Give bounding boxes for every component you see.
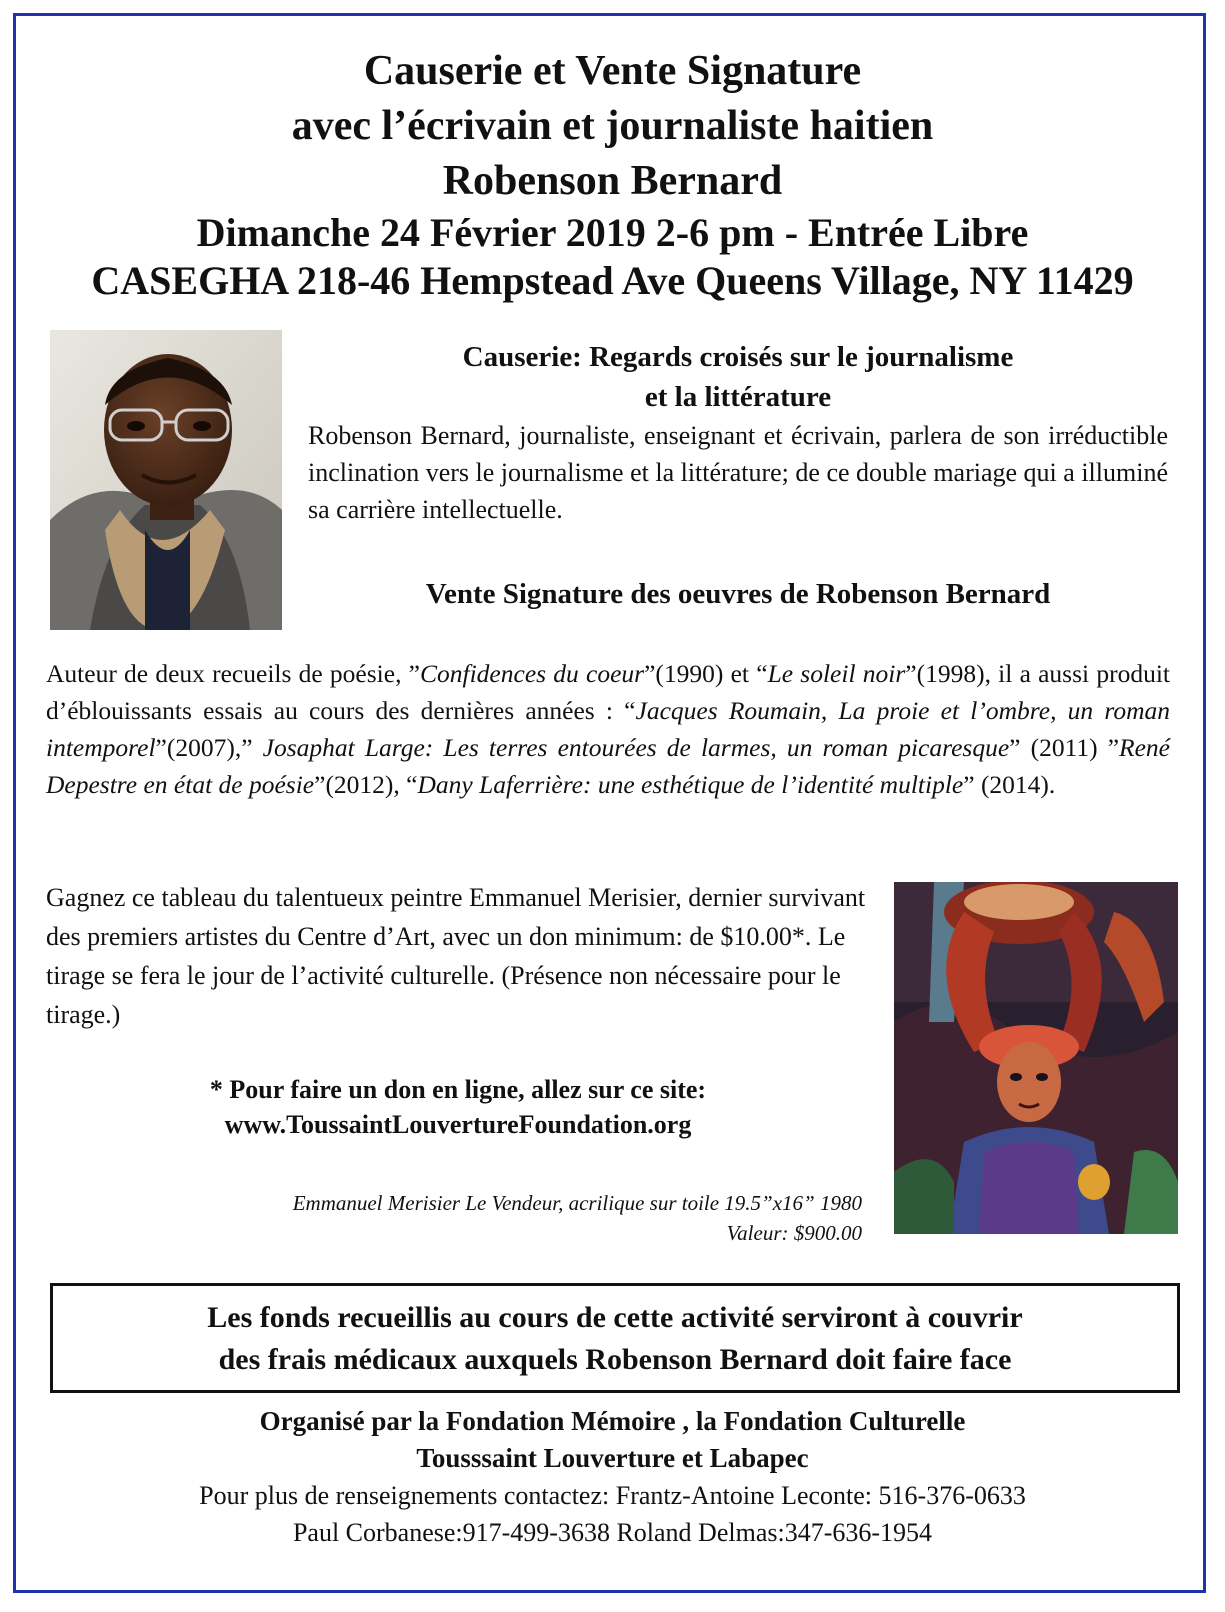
- event-date: Dimanche 24 Février 2019 2-6 pm - Entrée Libre: [196, 210, 1029, 255]
- event-title: Causerie et Vente Signature: [363, 48, 862, 94]
- footer: [40, 1403, 1185, 1551]
- organizers-line2: Tousssaint Louverture et Labapec: [416, 1443, 809, 1473]
- book-title-dany-laferriere: Dany Laferrière: une esthétique de l’identité multiple: [417, 770, 964, 799]
- funds-notice-line2: des frais médicaux auxquels Robenson Bernard doit faire face: [218, 1343, 1012, 1376]
- donate-website: www.ToussaintLouvertureFoundation.org: [224, 1110, 692, 1139]
- contact-line1: Pour plus de renseignements contactez: Frantz-Antoine Leconte: 516-376-0633: [199, 1481, 1026, 1510]
- books-text-3: ”(1998), il a aussi produit d’éblouissants essais au cours des dernières années : “: [46, 659, 1171, 725]
- books-text-1: Auteur de deux recueils de poésie, ”: [46, 659, 420, 688]
- books-text-7: ” (2014).: [963, 770, 1056, 799]
- book-title-rene-depestre: René Depestre en état de poésie: [46, 733, 1170, 799]
- book-title-josaphat-large: Josaphat Large: Les terres entourées de larmes, un roman picaresque: [262, 733, 1010, 762]
- causerie-section: [308, 337, 1168, 528]
- books-text-5: ” (2011) ”: [1009, 733, 1120, 762]
- event-address: CASEGHA 218-46 Hempstead Ave Queens Village, NY 11429: [91, 258, 1134, 303]
- event-header: [40, 44, 1185, 305]
- funds-notice-box: [50, 1283, 1180, 1393]
- books-paragraph: [46, 655, 1170, 803]
- author-name: Robenson Bernard: [442, 158, 783, 204]
- vente-title: Vente Signature des oeuvres de Robenson Bernard: [425, 578, 1051, 610]
- book-title-jacques-roumain: Jacques Roumain, La proie et l’ombre, un roman intemporel: [46, 696, 1170, 762]
- contact-line2: Paul Corbanese:917-499-3638 Roland Delmas:347-636-1954: [292, 1518, 933, 1547]
- donate-instruction: * Pour faire un don en ligne, allez sur ce site:: [209, 1075, 707, 1104]
- organizers-line1: Organisé par la Fondation Mémoire , la Fondation Culturelle: [259, 1406, 966, 1436]
- funds-notice-line1: Les fonds recueillis au cours de cette activité serviront à couvrir: [207, 1301, 1023, 1334]
- causerie-title-line2: et la littérature: [644, 381, 832, 413]
- books-text-4: ”(2007),”: [155, 733, 263, 762]
- book-title-soleil-noir: Le soleil noir: [767, 659, 906, 688]
- causerie-description: Robenson Bernard, journaliste, enseignant et écrivain, parlera de son irréductible inclination vers le journalisme et la littérature; de ce double mariage qui a illuminé sa carrière intellectuelle.: [308, 421, 1168, 524]
- book-title-confidences: Confidences du coeur: [420, 659, 645, 688]
- donate-info: [46, 1072, 870, 1142]
- event-subtitle: avec l’écrivain et journaliste haitien: [291, 103, 934, 149]
- painting-caption: [46, 1188, 862, 1248]
- books-text-6: ”(2012), “: [314, 770, 418, 799]
- author-photo: [50, 330, 282, 630]
- painting-image: [894, 882, 1178, 1234]
- books-text-2: ”(1990) et “: [644, 659, 768, 688]
- painting-caption-value: Valeur: $900.00: [726, 1221, 862, 1245]
- painting-caption-title: Emmanuel Merisier Le Vendeur, acrilique sur toile 19.5”x16” 1980: [292, 1191, 862, 1215]
- causerie-title-line1: Causerie: Regards croisés sur le journalisme: [462, 341, 1014, 373]
- raffle-description: Gagnez ce tableau du talentueux peintre Emmanuel Merisier, dernier survivant des premiers artistes du Centre d’Art, avec un don minimum: de $10.00*. Le tirage se fera le jour de l’activité culturelle. (Présence non nécessaire pour le tirage.): [46, 883, 866, 1029]
